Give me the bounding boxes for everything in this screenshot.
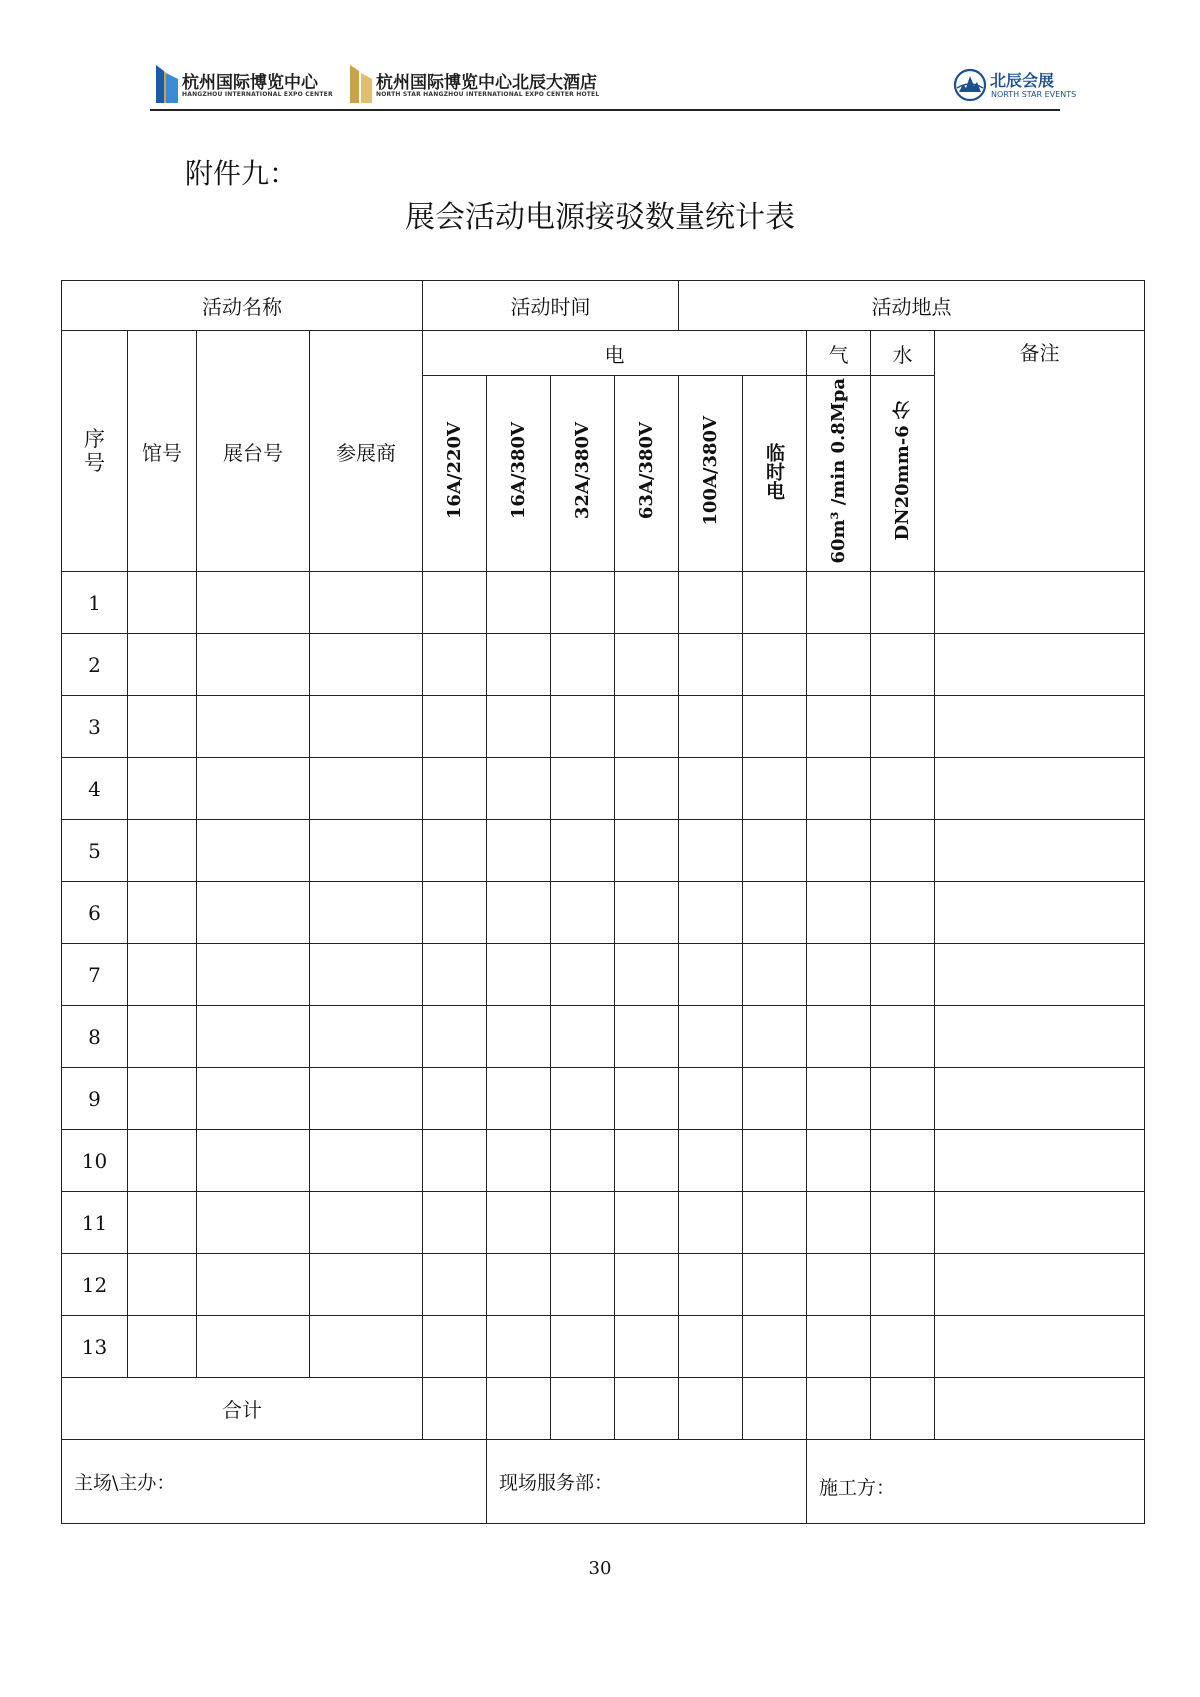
table-cell[interactable] xyxy=(935,758,1145,820)
table-cell[interactable] xyxy=(807,820,871,882)
table-cell[interactable] xyxy=(310,696,423,758)
table-cell[interactable] xyxy=(487,1068,551,1130)
table-cell[interactable] xyxy=(743,820,807,882)
table-cell[interactable] xyxy=(423,758,487,820)
table-cell[interactable] xyxy=(197,1068,310,1130)
table-cell[interactable] xyxy=(679,1130,743,1192)
row-number: 1 xyxy=(62,572,128,634)
row-number: 5 xyxy=(62,820,128,882)
table-cell[interactable] xyxy=(807,758,871,820)
table-cell[interactable] xyxy=(743,1192,807,1254)
table-cell[interactable] xyxy=(615,1192,679,1254)
total-cell[interactable] xyxy=(615,1378,679,1440)
table-cell[interactable] xyxy=(807,1006,871,1068)
table-cell[interactable] xyxy=(423,572,487,634)
table-row xyxy=(62,696,1145,758)
table-cell[interactable] xyxy=(487,1130,551,1192)
table-cell[interactable] xyxy=(871,1316,935,1378)
row-number: 4 xyxy=(62,758,128,820)
table-row xyxy=(62,882,1145,944)
onsite-service-signature[interactable]: 现场服务部： xyxy=(487,1440,807,1524)
table-cell[interactable] xyxy=(679,572,743,634)
table-row xyxy=(62,1006,1145,1068)
table-cell[interactable] xyxy=(743,1006,807,1068)
table-cell[interactable] xyxy=(487,634,551,696)
table-cell[interactable] xyxy=(615,1006,679,1068)
table-cell[interactable] xyxy=(423,1316,487,1378)
table-cell[interactable] xyxy=(871,572,935,634)
col-temp-power: 临时电 xyxy=(743,376,807,572)
table-cell[interactable] xyxy=(197,820,310,882)
table-cell[interactable] xyxy=(679,1192,743,1254)
table-cell[interactable] xyxy=(743,696,807,758)
table-cell[interactable] xyxy=(310,572,423,634)
col-32a-380v: 32A/380V xyxy=(551,376,615,572)
table-cell[interactable] xyxy=(743,758,807,820)
north-star-events-name-en: NORTH STAR EVENTS xyxy=(991,90,1077,99)
table-cell[interactable] xyxy=(679,820,743,882)
table-cell[interactable] xyxy=(551,882,615,944)
table-cell[interactable] xyxy=(935,944,1145,1006)
table-cell[interactable] xyxy=(807,1130,871,1192)
table-cell[interactable] xyxy=(423,634,487,696)
table-cell[interactable] xyxy=(871,1130,935,1192)
row-number: 8 xyxy=(62,1006,128,1068)
table-cell[interactable] xyxy=(935,1006,1145,1068)
total-cell[interactable] xyxy=(423,1378,487,1440)
table-cell[interactable] xyxy=(743,1068,807,1130)
page-number: 30 xyxy=(588,1558,612,1579)
table-cell[interactable] xyxy=(743,1316,807,1378)
table-cell[interactable] xyxy=(487,1254,551,1316)
table-cell[interactable] xyxy=(871,1068,935,1130)
col-seq: 序号 xyxy=(62,331,128,572)
table-cell[interactable] xyxy=(551,1130,615,1192)
table-cell[interactable] xyxy=(871,944,935,1006)
table-cell[interactable] xyxy=(615,572,679,634)
table-cell[interactable] xyxy=(615,1254,679,1316)
table-row xyxy=(62,758,1145,820)
col-water-spec: DN20mm-6 分 xyxy=(871,376,935,572)
table-cell[interactable] xyxy=(743,572,807,634)
table-cell[interactable] xyxy=(487,1316,551,1378)
attachment-label: 附件九： xyxy=(185,157,298,190)
table-cell[interactable] xyxy=(310,758,423,820)
table-cell[interactable] xyxy=(197,1316,310,1378)
row-number: 10 xyxy=(62,1130,128,1192)
total-cell[interactable] xyxy=(743,1378,807,1440)
table-cell[interactable] xyxy=(128,820,197,882)
table-cell[interactable] xyxy=(487,758,551,820)
table-row xyxy=(62,1068,1145,1130)
power-connection-table xyxy=(61,280,1145,1524)
table-cell[interactable] xyxy=(197,944,310,1006)
activity-time-cell: 活动时间 xyxy=(423,281,679,331)
table-cell[interactable] xyxy=(935,1192,1145,1254)
col-16a-220v: 16A/220V xyxy=(423,376,487,572)
table-cell[interactable] xyxy=(807,1068,871,1130)
table-cell[interactable] xyxy=(615,820,679,882)
table-cell[interactable] xyxy=(128,1316,197,1378)
activity-name-cell: 活动名称 xyxy=(62,281,423,331)
hotel-name-en: NORTH STAR HANGZHOU INTERNATIONAL EXPO CENTER HOTEL xyxy=(376,91,600,98)
col-exhibitor: 参展商 xyxy=(310,331,423,572)
total-row xyxy=(62,1378,1145,1440)
table-cell[interactable] xyxy=(197,1254,310,1316)
table-cell[interactable] xyxy=(551,572,615,634)
col-63a-380v: 63A/380V xyxy=(615,376,679,572)
table-cell[interactable] xyxy=(551,1006,615,1068)
table-row xyxy=(62,1130,1145,1192)
table-row xyxy=(62,1316,1145,1378)
table-cell[interactable] xyxy=(679,634,743,696)
table-cell[interactable] xyxy=(807,1192,871,1254)
table-cell[interactable] xyxy=(615,696,679,758)
col-remark: 备注 xyxy=(935,331,1145,572)
col-hall: 馆号 xyxy=(128,331,197,572)
table-cell[interactable] xyxy=(197,572,310,634)
table-cell[interactable] xyxy=(487,696,551,758)
expo-center-name-en: HANGZHOU INTERNATIONAL EXPO CENTER xyxy=(182,91,333,98)
table-cell[interactable] xyxy=(310,1192,423,1254)
table-cell[interactable] xyxy=(935,1254,1145,1316)
expo-center-name: 杭州国际博览中心 xyxy=(182,73,318,93)
table-row xyxy=(62,634,1145,696)
row-number: 12 xyxy=(62,1254,128,1316)
table-cell[interactable] xyxy=(871,820,935,882)
page-title: 展会活动电源接驳数量统计表 xyxy=(405,200,795,235)
table-cell[interactable] xyxy=(615,758,679,820)
table-cell[interactable] xyxy=(551,1192,615,1254)
host-signature[interactable]: 主场\主办： xyxy=(62,1440,487,1524)
table-cell[interactable] xyxy=(423,1254,487,1316)
table-cell[interactable] xyxy=(487,1006,551,1068)
col-gas-spec: 60m³ /min 0.8Mpa xyxy=(807,376,871,572)
row-number: 11 xyxy=(62,1192,128,1254)
table-cell[interactable] xyxy=(679,696,743,758)
table-cell[interactable] xyxy=(423,944,487,1006)
row-number: 2 xyxy=(62,634,128,696)
table-cell[interactable] xyxy=(197,882,310,944)
activity-place-cell: 活动地点 xyxy=(679,281,1145,331)
table-cell[interactable] xyxy=(310,882,423,944)
table-cell[interactable] xyxy=(197,758,310,820)
table-cell[interactable] xyxy=(743,882,807,944)
table-cell[interactable] xyxy=(807,634,871,696)
table-row xyxy=(62,1254,1145,1316)
row-number: 6 xyxy=(62,882,128,944)
group-water: 水 xyxy=(871,331,935,376)
table-cell[interactable] xyxy=(310,1254,423,1316)
table-cell[interactable] xyxy=(310,944,423,1006)
table-cell[interactable] xyxy=(128,758,197,820)
table-cell[interactable] xyxy=(310,1316,423,1378)
table-cell[interactable] xyxy=(551,1316,615,1378)
table-cell[interactable] xyxy=(128,634,197,696)
table-cell[interactable] xyxy=(935,696,1145,758)
table-cell[interactable] xyxy=(128,1192,197,1254)
page-header xyxy=(150,58,1077,110)
table-cell[interactable] xyxy=(807,944,871,1006)
table-cell[interactable] xyxy=(197,1130,310,1192)
table-cell[interactable] xyxy=(743,634,807,696)
table-cell[interactable] xyxy=(310,1068,423,1130)
total-cell[interactable] xyxy=(935,1378,1145,1440)
table-cell[interactable] xyxy=(197,1006,310,1068)
table-row xyxy=(62,820,1145,882)
table-cell[interactable] xyxy=(679,882,743,944)
table-cell[interactable] xyxy=(935,1068,1145,1130)
table-row xyxy=(62,1192,1145,1254)
table-cell[interactable] xyxy=(743,1130,807,1192)
table-cell[interactable] xyxy=(487,820,551,882)
table-cell[interactable] xyxy=(423,1192,487,1254)
table-cell[interactable] xyxy=(128,1254,197,1316)
table-cell[interactable] xyxy=(807,1254,871,1316)
table-cell[interactable] xyxy=(679,1254,743,1316)
col-16a-380v: 16A/380V xyxy=(487,376,551,572)
table-cell[interactable] xyxy=(310,1130,423,1192)
table-cell[interactable] xyxy=(128,696,197,758)
table-cell[interactable] xyxy=(551,1068,615,1130)
table-cell[interactable] xyxy=(935,572,1145,634)
table-cell[interactable] xyxy=(679,1068,743,1130)
table-cell[interactable] xyxy=(487,1192,551,1254)
hotel-name: 杭州国际博览中心北辰大酒店 xyxy=(376,73,597,93)
table-cell[interactable] xyxy=(615,1316,679,1378)
row-number: 13 xyxy=(62,1316,128,1378)
row-number: 3 xyxy=(62,696,128,758)
table-cell[interactable] xyxy=(197,696,310,758)
table-cell[interactable] xyxy=(128,1006,197,1068)
table-cell[interactable] xyxy=(807,572,871,634)
table-cell[interactable] xyxy=(551,758,615,820)
table-cell[interactable] xyxy=(935,820,1145,882)
total-cell[interactable] xyxy=(551,1378,615,1440)
table-cell[interactable] xyxy=(615,1068,679,1130)
col-100a-380v: 100A/380V xyxy=(679,376,743,572)
table-cell[interactable] xyxy=(679,944,743,1006)
table-cell[interactable] xyxy=(871,634,935,696)
table-cell[interactable] xyxy=(679,1316,743,1378)
table-cell[interactable] xyxy=(197,634,310,696)
table-cell[interactable] xyxy=(807,1316,871,1378)
table-cell[interactable] xyxy=(935,1316,1145,1378)
table-cell[interactable] xyxy=(615,634,679,696)
table-cell[interactable] xyxy=(310,634,423,696)
table-cell[interactable] xyxy=(128,1068,197,1130)
north-star-events-name: 北辰会展 xyxy=(990,71,1055,90)
table-cell[interactable] xyxy=(310,1006,423,1068)
table-cell[interactable] xyxy=(807,696,871,758)
table-cell[interactable] xyxy=(871,696,935,758)
table-cell[interactable] xyxy=(423,882,487,944)
table-cell[interactable] xyxy=(551,1254,615,1316)
table-cell[interactable] xyxy=(423,1068,487,1130)
table-cell[interactable] xyxy=(615,882,679,944)
table-cell[interactable] xyxy=(871,1254,935,1316)
signature-row xyxy=(62,1440,1145,1524)
row-number: 9 xyxy=(62,1068,128,1130)
hotel-logo-icon xyxy=(350,63,372,103)
group-electric: 电 xyxy=(423,331,807,376)
total-cell[interactable] xyxy=(871,1378,935,1440)
table-cell[interactable] xyxy=(487,572,551,634)
table-cell[interactable] xyxy=(615,944,679,1006)
table-cell[interactable] xyxy=(128,1130,197,1192)
total-cell[interactable] xyxy=(487,1378,551,1440)
table-cell[interactable] xyxy=(679,758,743,820)
table-cell[interactable] xyxy=(807,882,871,944)
table-cell[interactable] xyxy=(679,1006,743,1068)
table-cell[interactable] xyxy=(551,634,615,696)
table-cell[interactable] xyxy=(935,1130,1145,1192)
table-cell[interactable] xyxy=(128,944,197,1006)
table-cell[interactable] xyxy=(551,820,615,882)
table-cell[interactable] xyxy=(423,696,487,758)
total-cell[interactable] xyxy=(807,1378,871,1440)
table-row xyxy=(62,572,1145,634)
table-cell[interactable] xyxy=(871,758,935,820)
total-label: 合计 xyxy=(62,1378,423,1440)
table-cell[interactable] xyxy=(423,1130,487,1192)
header-divider xyxy=(150,109,1060,111)
table-cell[interactable] xyxy=(551,944,615,1006)
table-cell[interactable] xyxy=(743,944,807,1006)
table-cell[interactable] xyxy=(128,572,197,634)
expo-center-logo-icon xyxy=(156,65,178,103)
table-cell[interactable] xyxy=(197,1192,310,1254)
table-cell[interactable] xyxy=(743,1254,807,1316)
table-row xyxy=(62,944,1145,1006)
table-cell[interactable] xyxy=(423,1006,487,1068)
table-cell[interactable] xyxy=(871,1006,935,1068)
row-number: 7 xyxy=(62,944,128,1006)
table-cell[interactable] xyxy=(487,882,551,944)
north-star-globe-icon xyxy=(953,68,987,102)
table-cell[interactable] xyxy=(310,820,423,882)
table-cell[interactable] xyxy=(551,696,615,758)
table-cell[interactable] xyxy=(128,882,197,944)
table-cell[interactable] xyxy=(935,882,1145,944)
group-gas: 气 xyxy=(807,331,871,376)
contractor-signature[interactable]: 施工方： xyxy=(807,1440,1145,1524)
table-cell[interactable] xyxy=(935,634,1145,696)
total-cell[interactable] xyxy=(679,1378,743,1440)
table-cell[interactable] xyxy=(487,944,551,1006)
table-cell[interactable] xyxy=(423,820,487,882)
table-cell[interactable] xyxy=(871,1192,935,1254)
table-cell[interactable] xyxy=(871,882,935,944)
col-booth: 展台号 xyxy=(197,331,310,572)
table-cell[interactable] xyxy=(615,1130,679,1192)
